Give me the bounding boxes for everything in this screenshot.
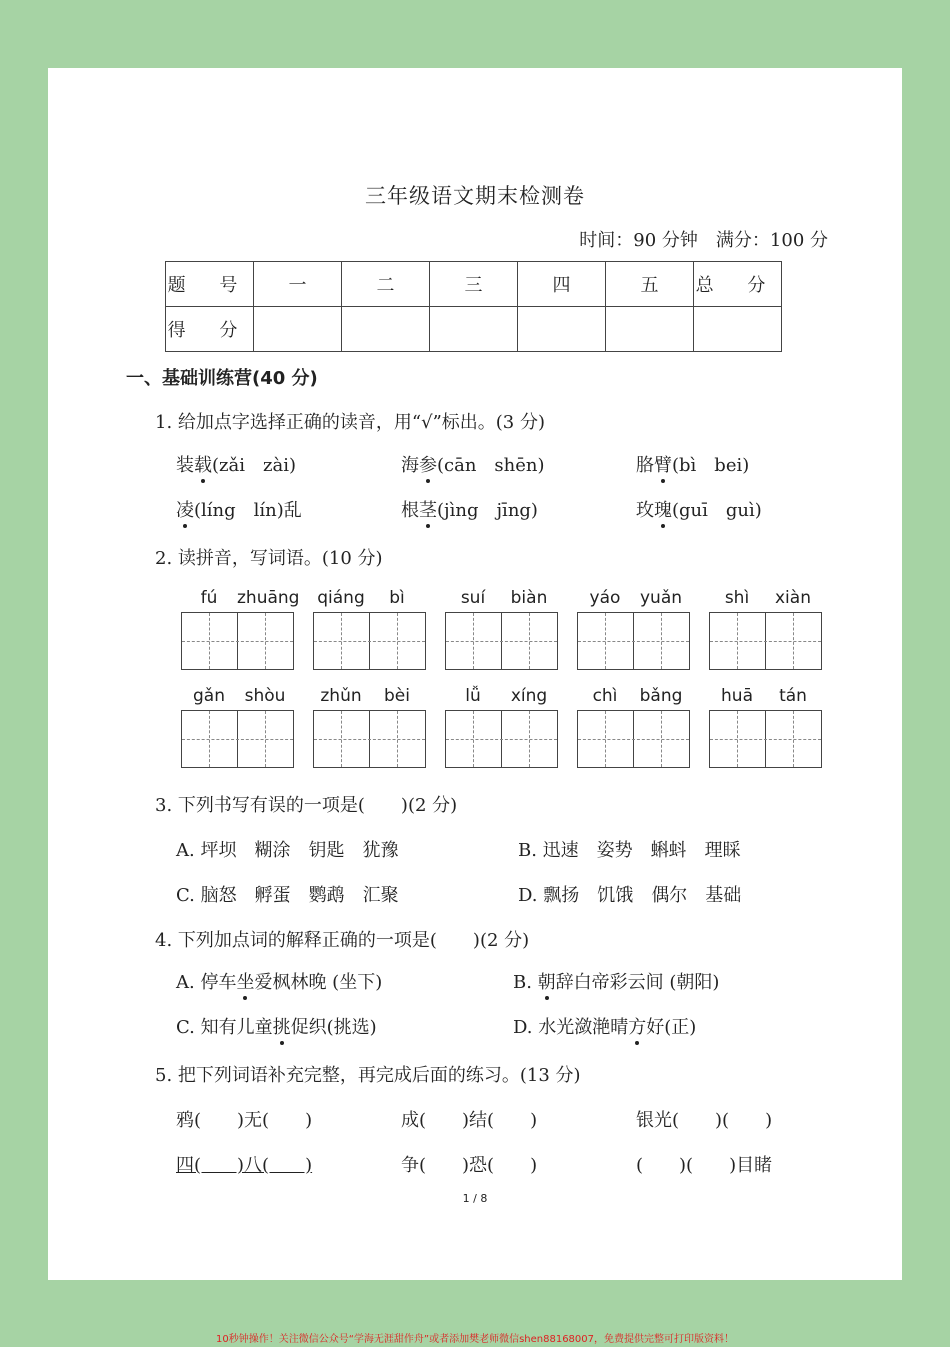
q1-pinyin: (cān shēn) (437, 455, 545, 476)
q1-char: 根 (401, 500, 419, 521)
writing-grid[interactable] (577, 710, 690, 768)
writing-grid[interactable] (313, 612, 426, 670)
option-text: A. 停车 (176, 972, 237, 993)
score-table-score-row (166, 307, 782, 352)
q4-option-c[interactable] (176, 1013, 377, 1039)
pinyin-label: zhuāng (237, 588, 300, 608)
score-blank[interactable] (342, 307, 430, 352)
score-cell: 四 (518, 262, 606, 307)
writing-grid[interactable] (577, 612, 690, 670)
question-3-stem: 3. 下列书写有误的一项是( )(2 分) (155, 795, 458, 816)
pinyin-label: suí (460, 588, 486, 608)
q5-fill-item[interactable]: 鸦( )无( ) (176, 1110, 313, 1131)
q1-item (176, 496, 302, 522)
option-text: 好(正) (646, 1017, 697, 1038)
q3-option-c[interactable]: C. 脑怒 孵蛋 鹦鹉 汇聚 (176, 885, 399, 906)
score-cell: 得 分 (166, 307, 254, 352)
exam-page (48, 68, 902, 1280)
score-cell: 一 (254, 262, 342, 307)
score-cell: 题 号 (166, 262, 254, 307)
writing-grid[interactable] (445, 710, 558, 768)
option-text: D. 水光潋滟晴 (513, 1017, 629, 1038)
score-cell: 二 (342, 262, 430, 307)
writing-grid[interactable] (181, 710, 294, 768)
dotted-word: 方 (628, 1013, 646, 1039)
pinyin-label: xíng (510, 686, 548, 706)
score-cell: 总 分 (694, 262, 782, 307)
q1-item (636, 451, 749, 477)
pinyin-label: lǚ (465, 686, 481, 706)
pinyin-label: fú (200, 588, 218, 608)
writing-grid[interactable] (313, 710, 426, 768)
exam-meta: 时间：90 分钟 满分：100 分 (579, 230, 828, 251)
q1-char: 海 (401, 455, 419, 476)
q5-fill-item[interactable]: 争( )恐( ) (401, 1155, 538, 1176)
writing-grid[interactable] (709, 710, 822, 768)
score-blank[interactable] (518, 307, 606, 352)
q1-char: 玫 (636, 500, 654, 521)
q1-dotted-char: 茎 (419, 496, 437, 522)
q1-pinyin: (zǎi zài) (212, 455, 296, 476)
q1-pinyin: (líng lín)乱 (194, 500, 302, 521)
q1-pinyin: (bì bei) (672, 455, 750, 476)
score-table-header-row (166, 262, 782, 307)
q1-item (401, 451, 545, 477)
pinyin-label: chì (592, 686, 618, 706)
pinyin-label: tán (779, 686, 807, 706)
score-blank[interactable] (694, 307, 782, 352)
question-5-stem: 5. 把下列词语补充完整，再完成后面的练习。(13 分) (155, 1065, 581, 1086)
q1-dotted-char: 瑰 (654, 496, 672, 522)
pinyin-label: yuǎn (639, 588, 683, 608)
pinyin-label: yáo (589, 588, 621, 608)
option-text: 爱枫林晚 (坐下) (254, 972, 383, 993)
q5-fill-item[interactable]: ( )( )目睹 (636, 1155, 773, 1176)
score-cell: 三 (430, 262, 518, 307)
q1-item (176, 451, 296, 477)
option-text: B. (513, 972, 538, 993)
section-heading: 一、基础训练营(40 分) (126, 368, 318, 389)
page-title: 三年级语文期末检测卷 (365, 184, 585, 208)
dotted-word: 挑 (273, 1013, 291, 1039)
writing-grid[interactable] (709, 612, 822, 670)
q1-pinyin: (jìng jīng) (437, 500, 538, 521)
question-4-stem: 4. 下列加点词的解释正确的一项是( )(2 分) (155, 930, 530, 951)
pinyin-label: bǎng (639, 686, 683, 706)
q1-dotted-char: 凌 (176, 496, 194, 522)
q3-option-d[interactable]: D. 飘扬 饥饿 偶尔 基础 (518, 885, 742, 906)
writing-grid[interactable] (445, 612, 558, 670)
page-number: 1 / 8 (462, 1192, 488, 1205)
q1-char: 装 (176, 455, 194, 476)
writing-grid[interactable] (181, 612, 294, 670)
pinyin-label: zhǔn (320, 686, 362, 706)
option-text: 辞白帝彩云间 (朝阳) (555, 972, 720, 993)
q3-option-b[interactable]: B. 迅速 姿势 蝌蚪 理睬 (518, 840, 741, 861)
q5-fill-item[interactable]: 银光( )( ) (636, 1110, 773, 1131)
q1-dotted-char: 载 (194, 451, 212, 477)
q4-option-d[interactable] (513, 1013, 696, 1039)
q1-item (401, 496, 538, 522)
pinyin-label: xiàn (775, 588, 811, 608)
score-cell: 五 (606, 262, 694, 307)
q4-option-a[interactable] (176, 968, 382, 994)
dotted-word: 坐 (236, 968, 254, 994)
question-2-stem: 2. 读拼音，写词语。(10 分) (155, 548, 383, 569)
score-blank[interactable] (254, 307, 342, 352)
q1-dotted-char: 参 (419, 451, 437, 477)
option-text: 促织(挑选) (290, 1017, 377, 1038)
pinyin-label: bèi (384, 686, 410, 706)
pinyin-label: shì (724, 588, 750, 608)
pinyin-label: huā (721, 686, 753, 706)
q1-dotted-char: 臂 (654, 451, 672, 477)
pinyin-label: shòu (244, 686, 286, 706)
option-text: C. 知有儿童 (176, 1017, 273, 1038)
dotted-word: 朝 (538, 968, 556, 994)
score-blank[interactable] (430, 307, 518, 352)
pinyin-label: gǎn (193, 686, 225, 706)
q3-option-a[interactable]: A. 坪坝 糊涂 钥匙 犹豫 (176, 840, 399, 861)
q1-pinyin: (guī guì) (672, 500, 762, 521)
question-1-stem: 1. 给加点字选择正确的读音，用“√”标出。(3 分) (155, 412, 545, 433)
pinyin-label: biàn (510, 588, 548, 608)
pinyin-label: qiáng (317, 588, 365, 608)
score-table (165, 261, 782, 352)
pinyin-label: bì (389, 588, 405, 608)
q5-fill-item[interactable]: 成( )结( ) (401, 1110, 538, 1131)
q1-char: 胳 (636, 455, 654, 476)
score-blank[interactable] (606, 307, 694, 352)
q4-option-b[interactable] (513, 968, 719, 994)
q1-item (636, 496, 762, 522)
q5-fill-item-underlined[interactable]: 四( )八( ) (176, 1155, 313, 1176)
footer-note: 10秒钟操作！关注微信公众号“学海无涯甜作舟”或者添加樊老师微信shen88168007，免费提供完整可打印版资料！ (215, 1334, 735, 1345)
